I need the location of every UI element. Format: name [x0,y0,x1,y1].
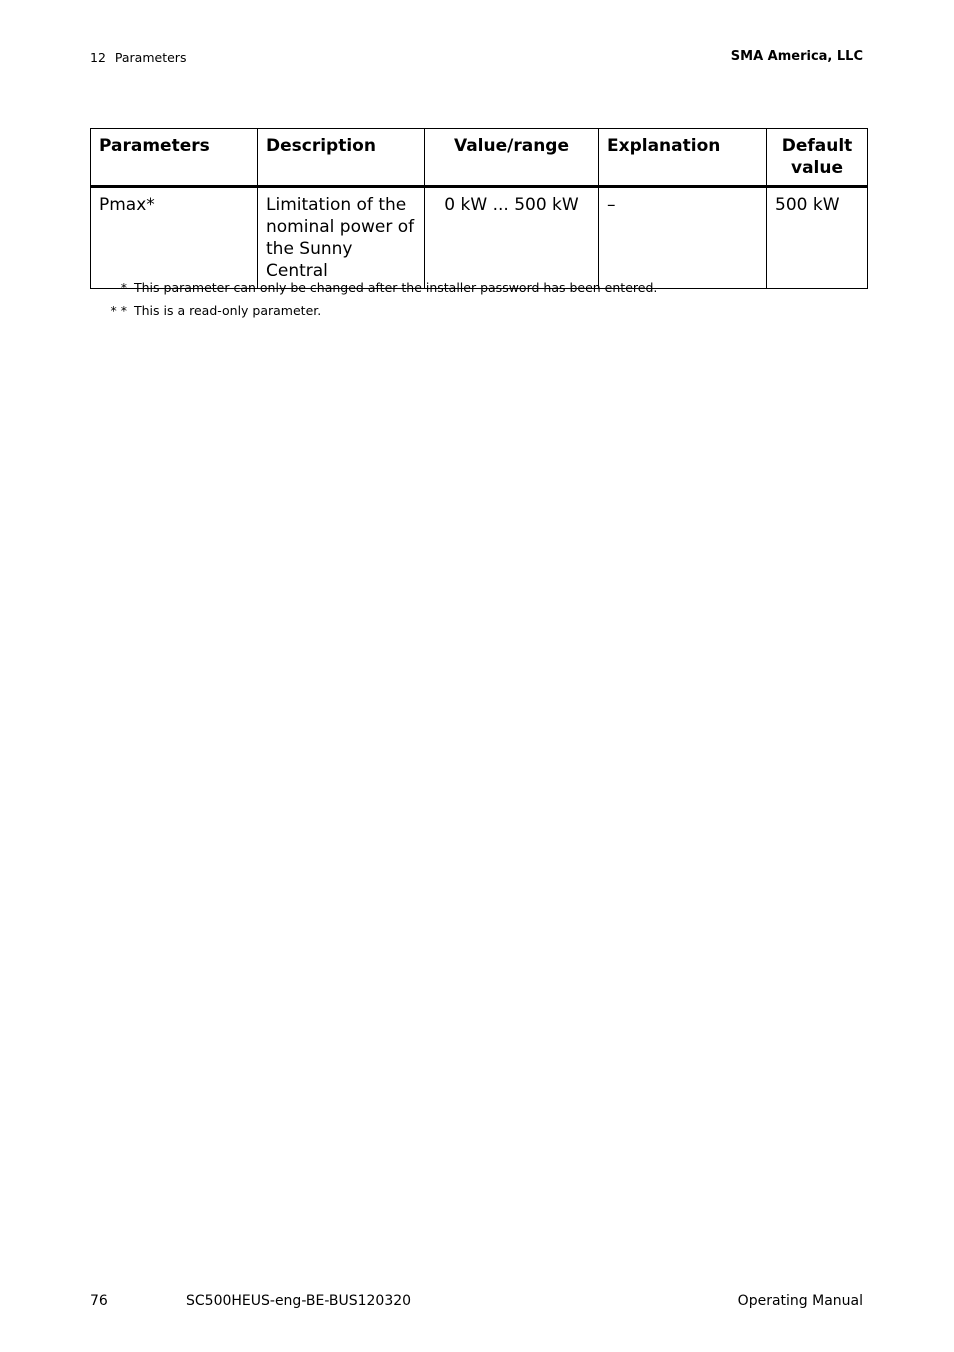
cell-parameter: Pmax* [91,187,258,289]
column-header-default-value: Default value [767,129,868,187]
parameters-table [90,128,868,289]
footnote-text: This parameter can only be changed after the installer password has been entered. [134,280,658,295]
column-header-value-range: Value/range [425,129,599,187]
footnote-installer-password [106,276,657,299]
footnote-mark: * * [110,303,127,318]
cell-default-value: 500 kW [767,187,868,289]
column-header-description: Description [258,129,425,187]
document-type: Operating Manual [737,1293,863,1309]
chapter-title: Parameters [114,50,187,65]
footnote-mark: * [120,280,127,295]
table-row [91,187,868,289]
cell-value-range: 0 kW ... 500 kW [425,187,599,289]
cell-explanation: – [599,187,767,289]
table-footnotes [106,276,657,322]
column-header-parameters: Parameters [91,129,258,187]
page-number: 76 [90,1293,108,1309]
table-header-row [91,129,868,187]
footnote-text: This is a read-only parameter. [134,303,322,318]
running-header-company: SMA America, LLC [730,49,863,64]
document-code: SC500HEUS-eng-BE-BUS120320 [186,1293,412,1309]
chapter-number: 12 [90,50,106,65]
cell-description: Limitation of the nominal power of the Sunny Central [258,187,425,289]
running-header-chapter [90,50,186,65]
footnote-read-only [106,299,657,322]
column-header-explanation: Explanation [599,129,767,187]
